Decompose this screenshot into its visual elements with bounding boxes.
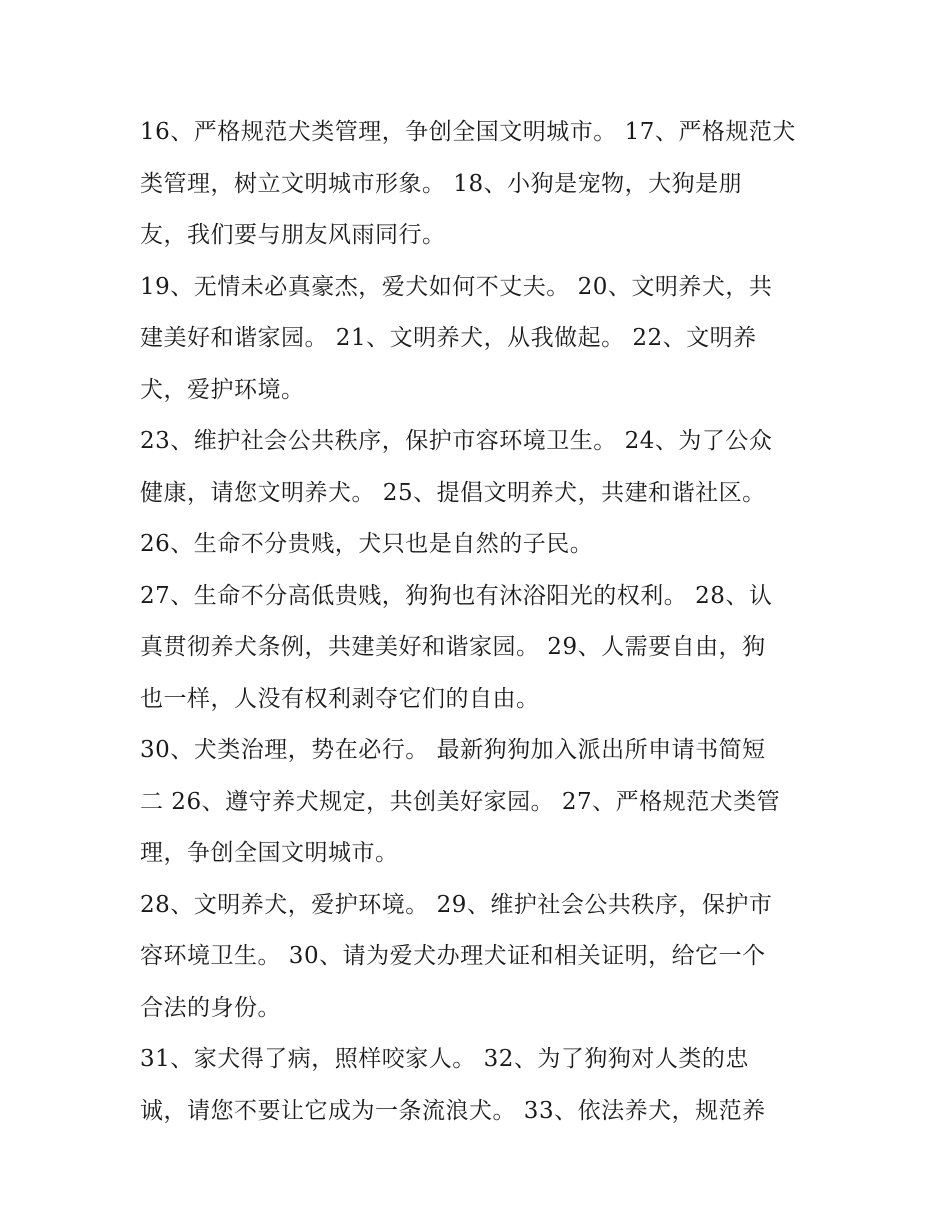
text-line: 建美好和谐家园。 21、文明养犬，从我做起。 22、文明养 bbox=[140, 325, 757, 351]
text-line: 也一样，人没有权利剥夺它们的自由。 bbox=[140, 685, 540, 712]
text-line: 二 26、遵守养犬规定，共创美好家园。 27、严格规范犬类管 bbox=[140, 788, 781, 815]
text-line: 诚，请您不要让它成为一条流浪犬。 33、依法养犬，规范养 bbox=[140, 1097, 766, 1124]
text-line: 27、生命不分高低贵贱，狗狗也有沐浴阳光的权利。 28、认 bbox=[140, 582, 773, 609]
document-body bbox=[140, 107, 820, 1137]
text-line: 友，我们要与朋友风雨同行。 bbox=[140, 222, 446, 248]
text-line: 28、文明养犬，爱护环境。 29、维护社会公共秩序，保护市 bbox=[140, 891, 773, 918]
text-line: 26、生命不分贵贱，犬只也是自然的子民。 bbox=[140, 531, 594, 557]
text-line: 30、犬类治理，势在必行。 最新狗狗加入派出所申请书简短 bbox=[140, 737, 766, 763]
text-line: 犬，爱护环境。 bbox=[140, 376, 305, 403]
text-line: 健康，请您文明养犬。 25、提倡文明养犬，共建和谐社区。 bbox=[140, 479, 766, 506]
text-line: 理，争创全国文明城市。 bbox=[140, 840, 399, 866]
text-line: 容环境卫生。 30、请为爱犬办理犬证和相关证明，给它一个 bbox=[140, 943, 766, 969]
text-line: 合法的身份。 bbox=[140, 994, 281, 1021]
text-line: 31、家犬得了病，照样咬家人。 32、为了狗狗对人类的忠 bbox=[140, 1046, 749, 1072]
text-line: 类管理，树立文明城市形象。 18、小狗是宠物，大狗是朋 bbox=[140, 170, 743, 197]
text-line: 19、无情未必真豪杰，爱犬如何不丈夫。 20、文明养犬，共 bbox=[140, 273, 773, 300]
text-line: 16、严格规范犬类管理，争创全国文明城市。 17、严格规范犬 bbox=[140, 119, 796, 145]
text-line: 真贯彻养犬条例，共建美好和谐家园。 29、人需要自由，狗 bbox=[140, 634, 766, 660]
text-line: 23、维护社会公共秩序，保护市容环境卫生。 24、为了公众 bbox=[140, 428, 773, 454]
